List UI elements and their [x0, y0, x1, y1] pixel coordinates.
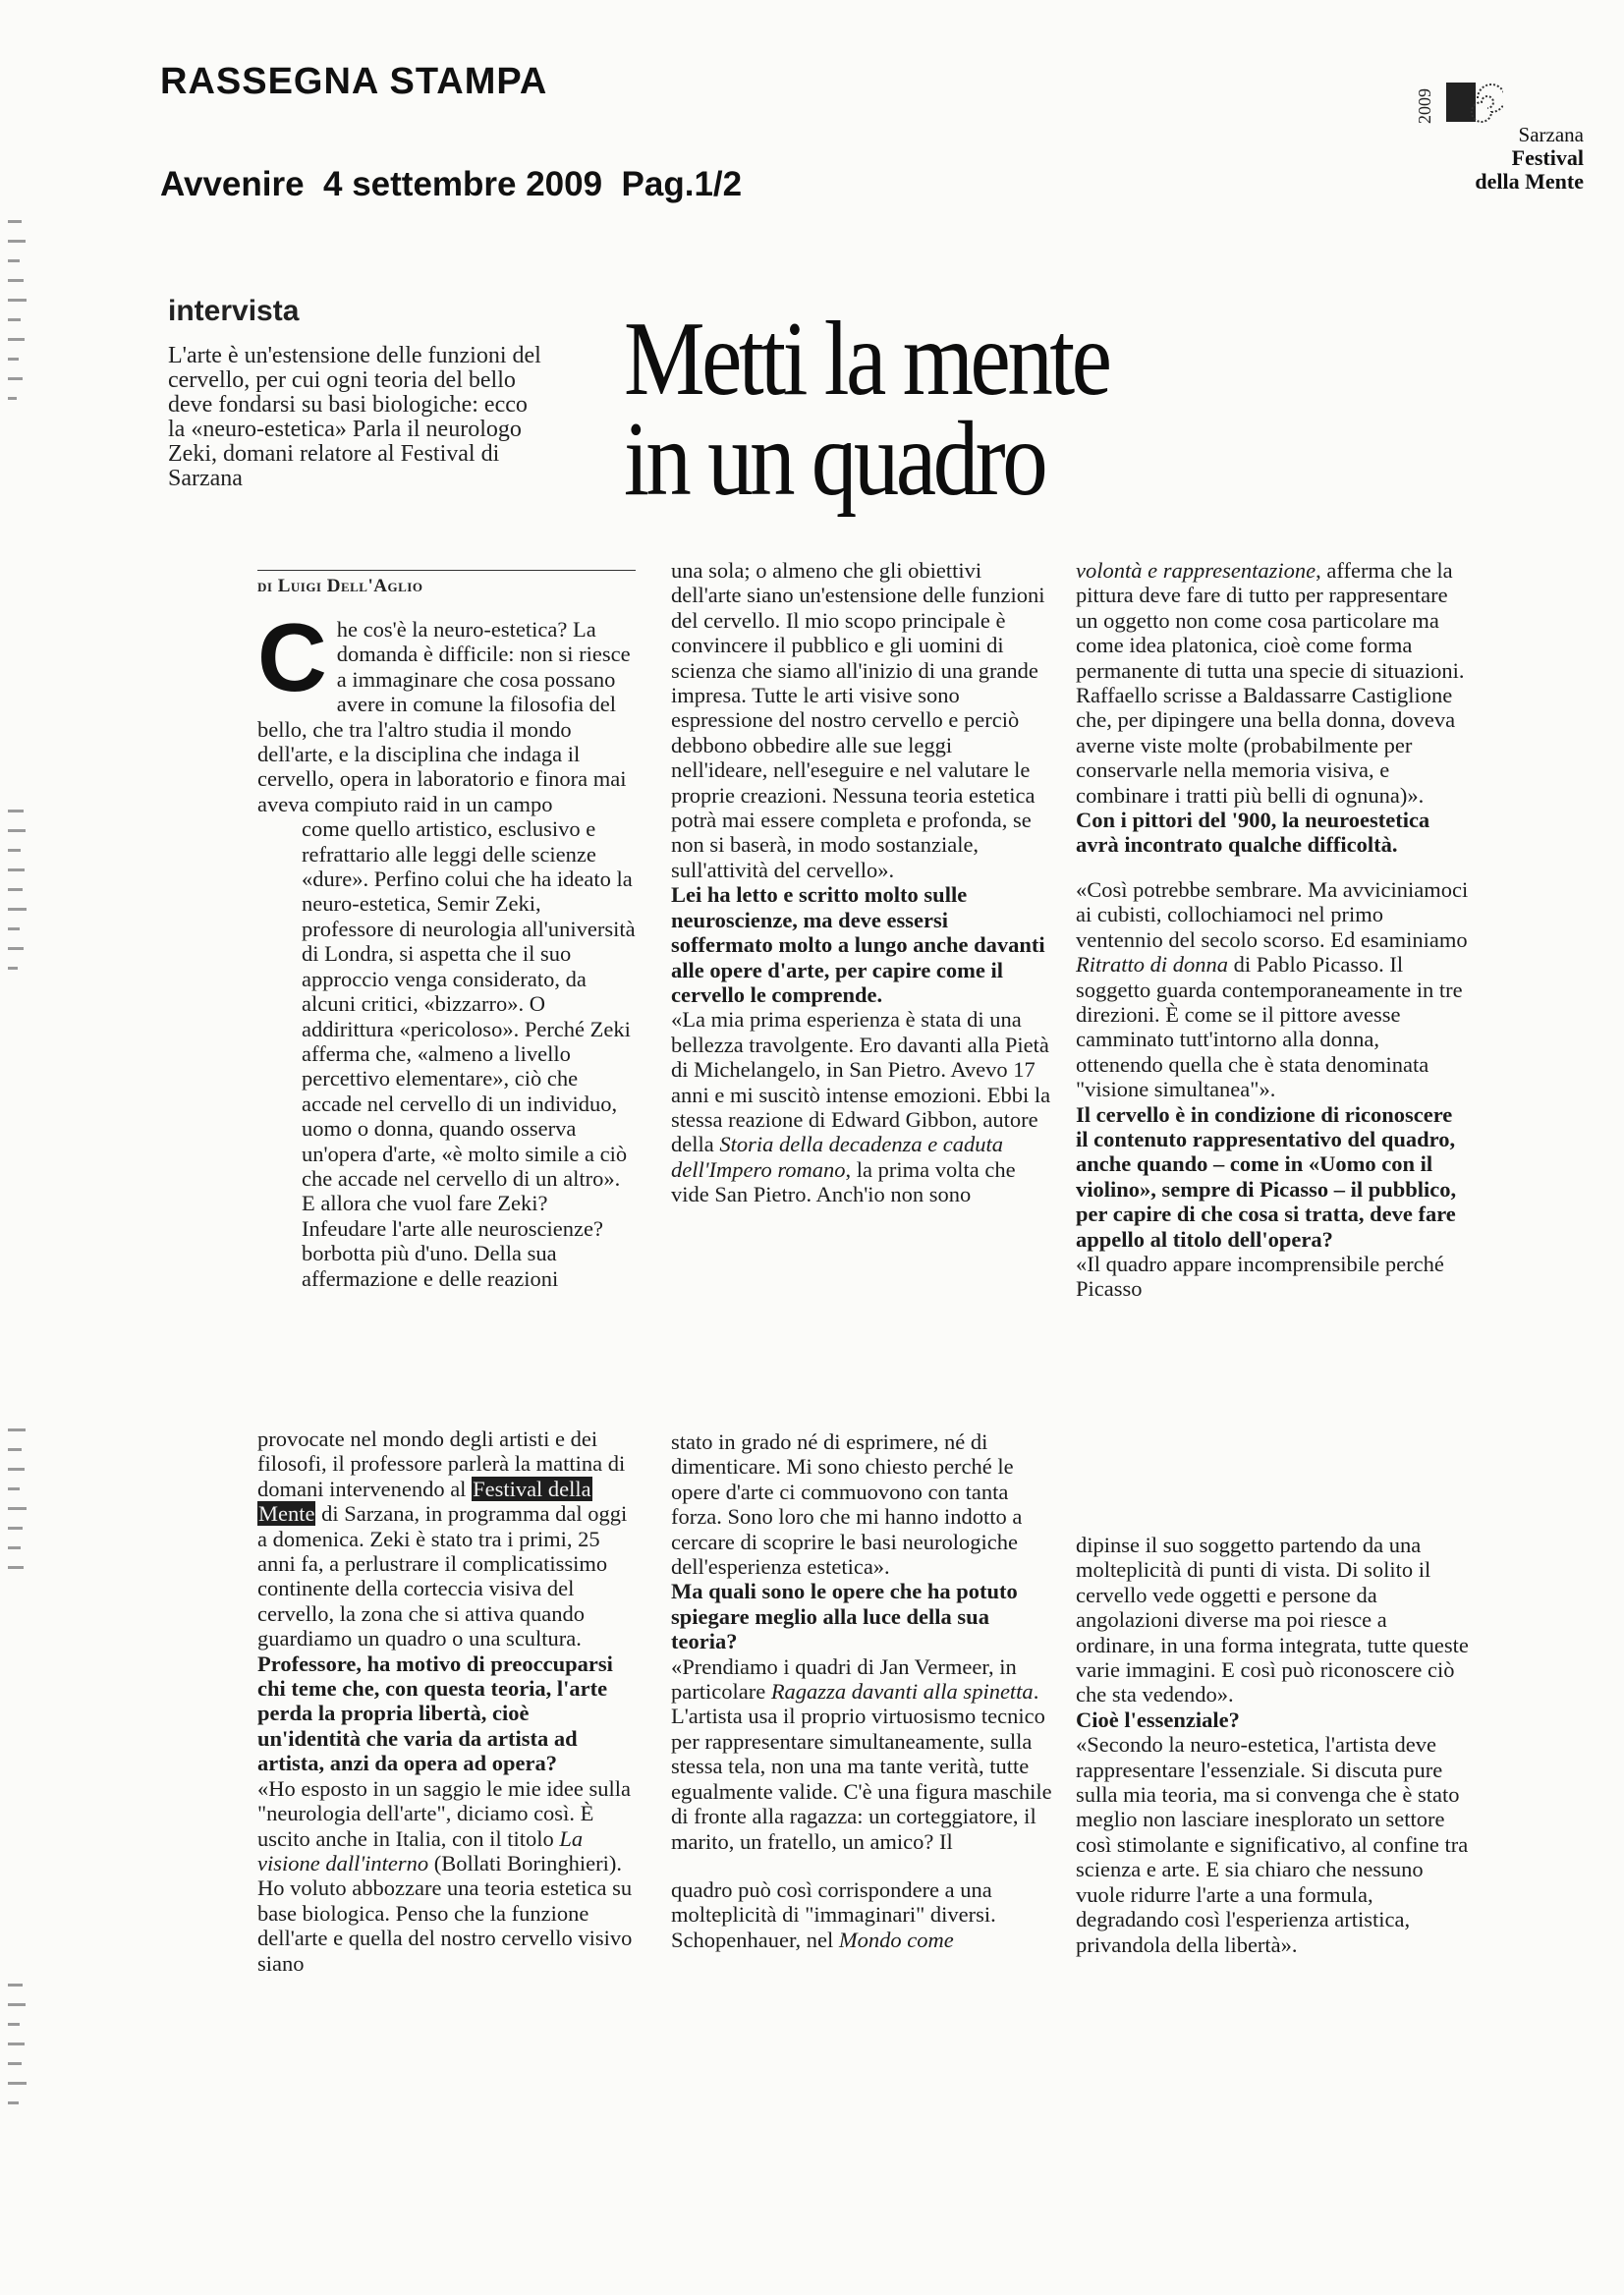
scan-margin-marks — [4, 806, 33, 992]
article-paragraph — [257, 1427, 636, 1651]
logo-line-1: Sarzana — [1518, 123, 1584, 146]
article-column-1-top — [257, 603, 636, 1291]
interview-question: Con i pittori del '900, la neuroestetica avrà incontrato qualche difficoltà. — [1076, 808, 1430, 858]
drop-cap: C — [257, 603, 327, 711]
article-column-3-bottom — [1076, 1533, 1469, 1957]
paragraph-text: «Così potrebbe sembrare. Ma avviciniamoci ai cubisti, collochiamoci nel primo ventennio del secolo scorso. Ed esaminiamo — [1076, 876, 1469, 952]
interview-question: Cioè l'essenziale? — [1076, 1707, 1240, 1732]
book-title: Mondo come — [838, 1927, 954, 1952]
paragraph-text: he cos'è la neuro-estetica? La domanda è difficile: non si riesce a immaginare che cosa possano avere in comune la filosofia del bello, che tra l'altro studia il mondo dell'arte, e la disciplina che indaga il cervello, opera in laboratorio e finora mai aveva compiuto raid in un campo — [257, 617, 631, 816]
highlighted-festival-name: Festival della — [473, 1476, 591, 1501]
article-paragraph — [1076, 558, 1469, 808]
paragraph-text: di Sarzana, in programma dal oggi a domenica. Zeki è stato tra i primi, 25 anni fa, a perlustrare il complicatissimo continente della corteccia visiva del cervello, la zona che si attiva quando guardiamo un quadro o una scultura. — [257, 1501, 628, 1651]
article-paragraph — [671, 1007, 1054, 1206]
paragraph-text: di Pablo Picasso. Il soggetto guarda contemporaneamente in tre direzioni. È come se il pittore avesse camminato tutt'intorno alla donna, ottenendo quella che è stata denominata "visione simultanea"». — [1076, 952, 1463, 1102]
paragraph-text: «Ho esposto in un saggio le mie idee sulla "neurologia dell'arte", diciamo così. È uscito anche in Italia, con il titolo — [257, 1775, 631, 1851]
interview-question: Professore, ha motivo di preoccuparsi chi teme che, con questa teoria, l'arte perda la propria libertà, cioè un'identità che varia da artista ad artista, anzi da opera ad opera? — [257, 1651, 613, 1776]
article-headline — [624, 301, 1283, 518]
book-title: volontà e rappresentazione — [1076, 558, 1316, 583]
article-column-2-bottom — [671, 1429, 1054, 1952]
interview-question: Lei ha letto e scritto molto sulle neuroscienze, ma deve essersi soffermato molto a lungo anche davanti alle opere d'arte, per capire come il cervello le comprende. — [671, 882, 1045, 1007]
spiral-logo-icon — [1444, 69, 1503, 128]
paragraph-text: (Bollati Boringhieri). Ho voluto abbozzare una teoria estetica su base biologica. Penso che la funzione dell'arte e quella del nostro cervello visivo siano — [257, 1850, 633, 1976]
article-kicker: intervista — [168, 295, 300, 327]
highlighted-festival-name: Mente — [258, 1501, 315, 1527]
article-column-3-top — [1076, 558, 1469, 1302]
article-paragraph: stato in grado né di esprimere, né di dimenticare. Mi sono chiesto perché le opere d'arte ci commuovono con tanta forza. Sono loro che mi hanno indotto a cercare di scoprire le basi neurologiche dell'esperienza estetica». — [671, 1429, 1023, 1580]
byline-prefix: di — [257, 576, 273, 596]
interview-question: Ma quali sono le opere che ha potuto spiegare meglio alla luce della sua teoria? — [671, 1579, 1018, 1654]
article-paragraph: «Il quadro appare incomprensibile perché Picasso — [1076, 1251, 1444, 1302]
logo-line-2: Festival — [1511, 145, 1584, 170]
scan-margin-marks — [4, 216, 33, 432]
interview-question: Il cervello è in condizione di riconoscere il contenuto rappresentativo del quadro, anche quando – come in «Uomo con il violino», sempre di Picasso – il pubblico, per capire di che cosa si tratta, deve fare appello al titolo dell'opera? — [1076, 1101, 1457, 1252]
paragraph-text: , afferma che la pittura deve fare di tutto per rappresentare un oggetto non come cosa particolare ma come idea platonica, cioè come forma permanente di tutta una specie di situazioni. Raffaello scrisse a Baldassarre Castiglione che, per dipingere una bella donna, doveva averne viste molte (probabilmente per conservarle nella memoria visiva, e combinare i tratti più belli di ognuna)». — [1076, 558, 1465, 808]
paragraph-text: . L'artista usa il proprio virtuosismo tecnico per rappresentare simultaneamente, sulla stessa tela, non una ma tante verità, tutte egualmente valide. C'è una figura maschile di fronte alla ragazza: un corteggiatore, il marito, un fratello, un amico? Il — [671, 1679, 1052, 1854]
logo-year: 2009 — [1415, 88, 1434, 124]
festival-logo — [1415, 59, 1592, 196]
article-paragraph — [1076, 877, 1469, 1102]
scan-margin-marks — [4, 1980, 33, 2127]
paragraph-text: «La mia prima esperienza è stata di una bellezza travolgente. Ero davanti alla Pietà di Michelangelo, in San Pietro. Avevo 17 anni e mi suscitò intense emozioni. Ebbi la stessa reazione di Edward Gibbon, autore della — [671, 1007, 1051, 1157]
article-paragraph — [257, 603, 636, 816]
book-title: Storia della decadenza e caduta dell'Impero romano — [671, 1132, 1004, 1182]
article-column-2-top — [671, 558, 1054, 1207]
byline-divider — [257, 570, 636, 571]
book-title: La visione dall'interno — [257, 1825, 584, 1875]
article-paragraph — [257, 1776, 636, 1976]
paragraph-text: «Prendiamo i quadri di Jan Vermeer, in particolare — [671, 1653, 1017, 1705]
logo-line-3: della Mente — [1475, 169, 1584, 194]
press-review-label: RASSEGNA STAMPA — [160, 61, 548, 102]
paragraph-text: , la prima volta che vide San Pietro. Anch'io non sono — [671, 1156, 1016, 1207]
article-paragraph: «Secondo la neuro-estetica, l'artista deve rappresentare l'essenziale. Si discuta pure sulla mia teoria, ma si convenga che è stato meglio non lasciare inesplorato un settore così stimolante e significativo, al confine tra scienza e arte. E sia chiaro che nessuno vuole ridurre l'arte a una formula, degradando così l'esperienza artistica, privandola della libertà». — [1076, 1732, 1469, 1957]
publication-line: Avvenire 4 settembre 2009 Pag.1/2 — [160, 165, 743, 203]
article-paragraph: una sola; o almeno che gli obiettivi dell'arte siano un'estensione delle funzioni del cervello. Il mio scopo principale è convincere il pubblico e gli uomini di scienza che siamo all'inizio di una grande impresa. Tutte le arti visive sono espressione del nostro cervello e perciò debbono obbedire alle sue leggi nell'ideare, nell'eseguire e nel valutare le proprie creazioni. Nessuna teoria estetica potrà mai essere completa e profonda, se non si baserà, in modo sostanziale, sull'attività del cervello». — [671, 558, 1045, 882]
byline — [257, 576, 422, 597]
paragraph-text: quadro può così corrispondere a una molteplicità di "immaginari" diversi. Schopenhauer, nel — [671, 1876, 996, 1952]
article-paragraph: come quello artistico, esclusivo e refrattario alle leggi delle scienze «dure». Perfino colui che ha ideato la neuro-estetica, Semir Zeki, professore di neurologia all'università di Londra, si aspetta che il suo approccio venga considerato, da alcuni critici, «bizzarro». O addirittura «pericoloso». Perché Zeki afferma che, «almeno a livello percettivo elementare», ciò che accade nel cervello di un individuo, uomo o donna, quando osserva un'opera d'arte, «è molto simile a ciò che accade nel cervello di un altro». E allora che vuol fare Zeki? Infeudare l'arte alle neuroscienze? borbotta più d'uno. Della sua affermazione e delle reazioni — [302, 816, 636, 1291]
article-column-1-bottom — [257, 1427, 636, 1976]
paragraph-text: provocate nel mondo degli artisti e dei filosofi, il professore parlerà la mattina di domani intervenendo al — [257, 1427, 626, 1501]
artwork-title: Ragazza davanti alla spinetta — [770, 1679, 1034, 1705]
headline-line-2: in un quadro — [624, 401, 1045, 518]
byline-author: Luigi Dell'Aglio — [277, 576, 423, 596]
article-standfirst: L'arte è un'estensione delle funzioni del cervello, per cui ogni teoria del bello deve fondarsi su basi biologiche: ecco la «neuro-estetica» Parla il neurologo Zeki, domani relatore al Festival di Sarzana — [168, 343, 541, 491]
article-paragraph — [671, 1877, 1054, 1952]
headline-line-1: Metti la mente — [624, 301, 1109, 418]
artwork-title: Ritratto di donna — [1076, 952, 1229, 978]
article-paragraph: dipinse il suo soggetto partendo da una molteplicità di punti di vista. Di solito il cervello vede oggetti e persone da angolazioni diverse ma poi riesce a ordinare, in una forma integrata, tutte queste varie immagini. E così può riconoscere ciò che sta vedendo». — [1076, 1533, 1469, 1707]
article-paragraph — [671, 1654, 1054, 1854]
scan-margin-marks — [4, 1425, 33, 1592]
